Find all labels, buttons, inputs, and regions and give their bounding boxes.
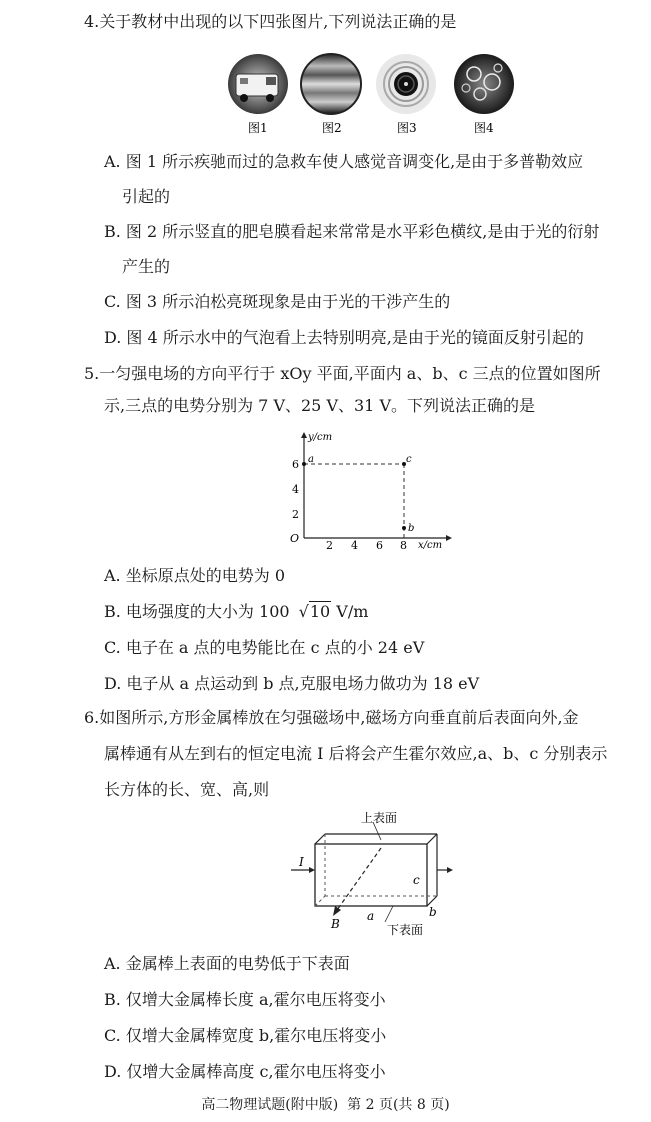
q6-option-d: D. 仅增大金属棒高度 c,霍尔电压将变小 xyxy=(104,1062,386,1081)
point-b-label: b xyxy=(408,523,415,534)
q5-option-b-prefix: B. 电场强度的大小为 100 xyxy=(104,602,290,621)
figure-3-poisson-spot xyxy=(376,54,436,114)
y-tick-4: 4 xyxy=(292,483,299,496)
y-axis-label: y/cm xyxy=(308,432,333,443)
q4-option-b-line1: B. 图 2 所示竖直的肥皂膜看起来常常是水平彩色横纹,是由于光的衍射 xyxy=(104,222,600,241)
sqrt-expression: √10 xyxy=(298,602,331,621)
top-face-label: 上表面 xyxy=(361,811,398,825)
q6-option-b: B. 仅增大金属棒长度 a,霍尔电压将变小 xyxy=(104,990,386,1009)
x-tick-2: 2 xyxy=(326,539,333,552)
figure-4-bubbles xyxy=(454,54,514,114)
q6-stem-line1: 6.如图所示,方形金属棒放在匀强磁场中,磁场方向垂直前后表面向外,金 xyxy=(84,708,579,727)
current-label: I xyxy=(299,855,304,869)
height-label-c: c xyxy=(413,873,420,887)
x-tick-6: 6 xyxy=(376,539,383,552)
field-label: B xyxy=(331,917,340,931)
magnetic-field-arrow xyxy=(337,848,381,910)
y-tick-6: 6 xyxy=(292,458,299,471)
point-a-label: a xyxy=(308,454,314,465)
q5-option-a: A. 坐标原点处的电势为 0 xyxy=(104,566,285,585)
q6-metal-bar-figure xyxy=(285,810,455,938)
q4-option-a xyxy=(104,147,644,212)
fig-label-4: 图4 xyxy=(474,121,494,135)
length-label-a: a xyxy=(367,909,375,923)
fig-label-3: 图3 xyxy=(397,121,417,135)
q5-option-b xyxy=(104,597,644,627)
point-c-label: c xyxy=(406,454,412,465)
sqrt-radicand: 10 xyxy=(309,602,331,621)
q4-option-b xyxy=(104,217,644,282)
q5-stem-line2: 示,三点的电势分别为 7 V、25 V、31 V。下列说法正确的是 xyxy=(104,396,535,415)
origin-label: O xyxy=(290,532,300,545)
fig-label-1: 图1 xyxy=(248,121,268,135)
figure-2-soap-film xyxy=(301,54,361,114)
q4-option-a-line2: 引起的 xyxy=(122,187,171,206)
q6-stem-line2: 属棒通有从左到右的恒定电流 I 后将会产生霍尔效应,a、b、c 分别表示 xyxy=(104,744,608,763)
q5-option-b-unit: V/m xyxy=(331,602,369,621)
y-tick-2: 2 xyxy=(292,508,299,521)
x-tick-4: 4 xyxy=(351,539,358,552)
q5-stem-line1: 5.一匀强电场的方向平行于 xOy 平面,平面内 a、b、c 三点的位置如图所 xyxy=(84,364,601,383)
figure-1-ambulance xyxy=(228,54,288,114)
fig-label-2: 图2 xyxy=(322,121,342,135)
q4-stem: 4.关于教材中出现的以下四张图片,下列说法正确的是 xyxy=(84,12,457,31)
q4-option-d: D. 图 4 所示水中的气泡看上去特别明亮,是由于光的镜面反射引起的 xyxy=(104,328,584,347)
q4-option-b-line2: 产生的 xyxy=(122,257,171,276)
point-b xyxy=(402,526,406,530)
bar-front-face xyxy=(315,844,427,906)
x-axis-label: x/cm xyxy=(418,540,443,551)
q5-option-c: C. 电子在 a 点的电势能比在 c 点的小 24 eV xyxy=(104,638,425,657)
point-a xyxy=(302,462,306,466)
x-tick-8: 8 xyxy=(400,539,407,552)
q4-figures xyxy=(226,52,526,136)
q6-option-a: A. 金属棒上表面的电势低于下表面 xyxy=(104,954,350,973)
bottom-face-label: 下表面 xyxy=(387,923,424,937)
q5-option-d: D. 电子从 a 点运动到 b 点,克服电场力做功为 18 eV xyxy=(104,674,480,693)
q5-coordinate-graph xyxy=(286,430,456,554)
q4-option-a-line1: A. 图 1 所示疾驰而过的急救车使人感觉音调变化,是由于多普勒效应 xyxy=(104,152,584,171)
width-label-b: b xyxy=(429,905,437,919)
page-footer: 高二物理试题(附中版) 第 2 页(共 8 页) xyxy=(201,1097,450,1113)
q6-stem-line3: 长方体的长、宽、高,则 xyxy=(104,780,270,799)
q6-option-c: C. 仅增大金属棒宽度 b,霍尔电压将变小 xyxy=(104,1026,387,1045)
q4-option-c: C. 图 3 所示泊松亮斑现象是由于光的干涉产生的 xyxy=(104,292,451,311)
